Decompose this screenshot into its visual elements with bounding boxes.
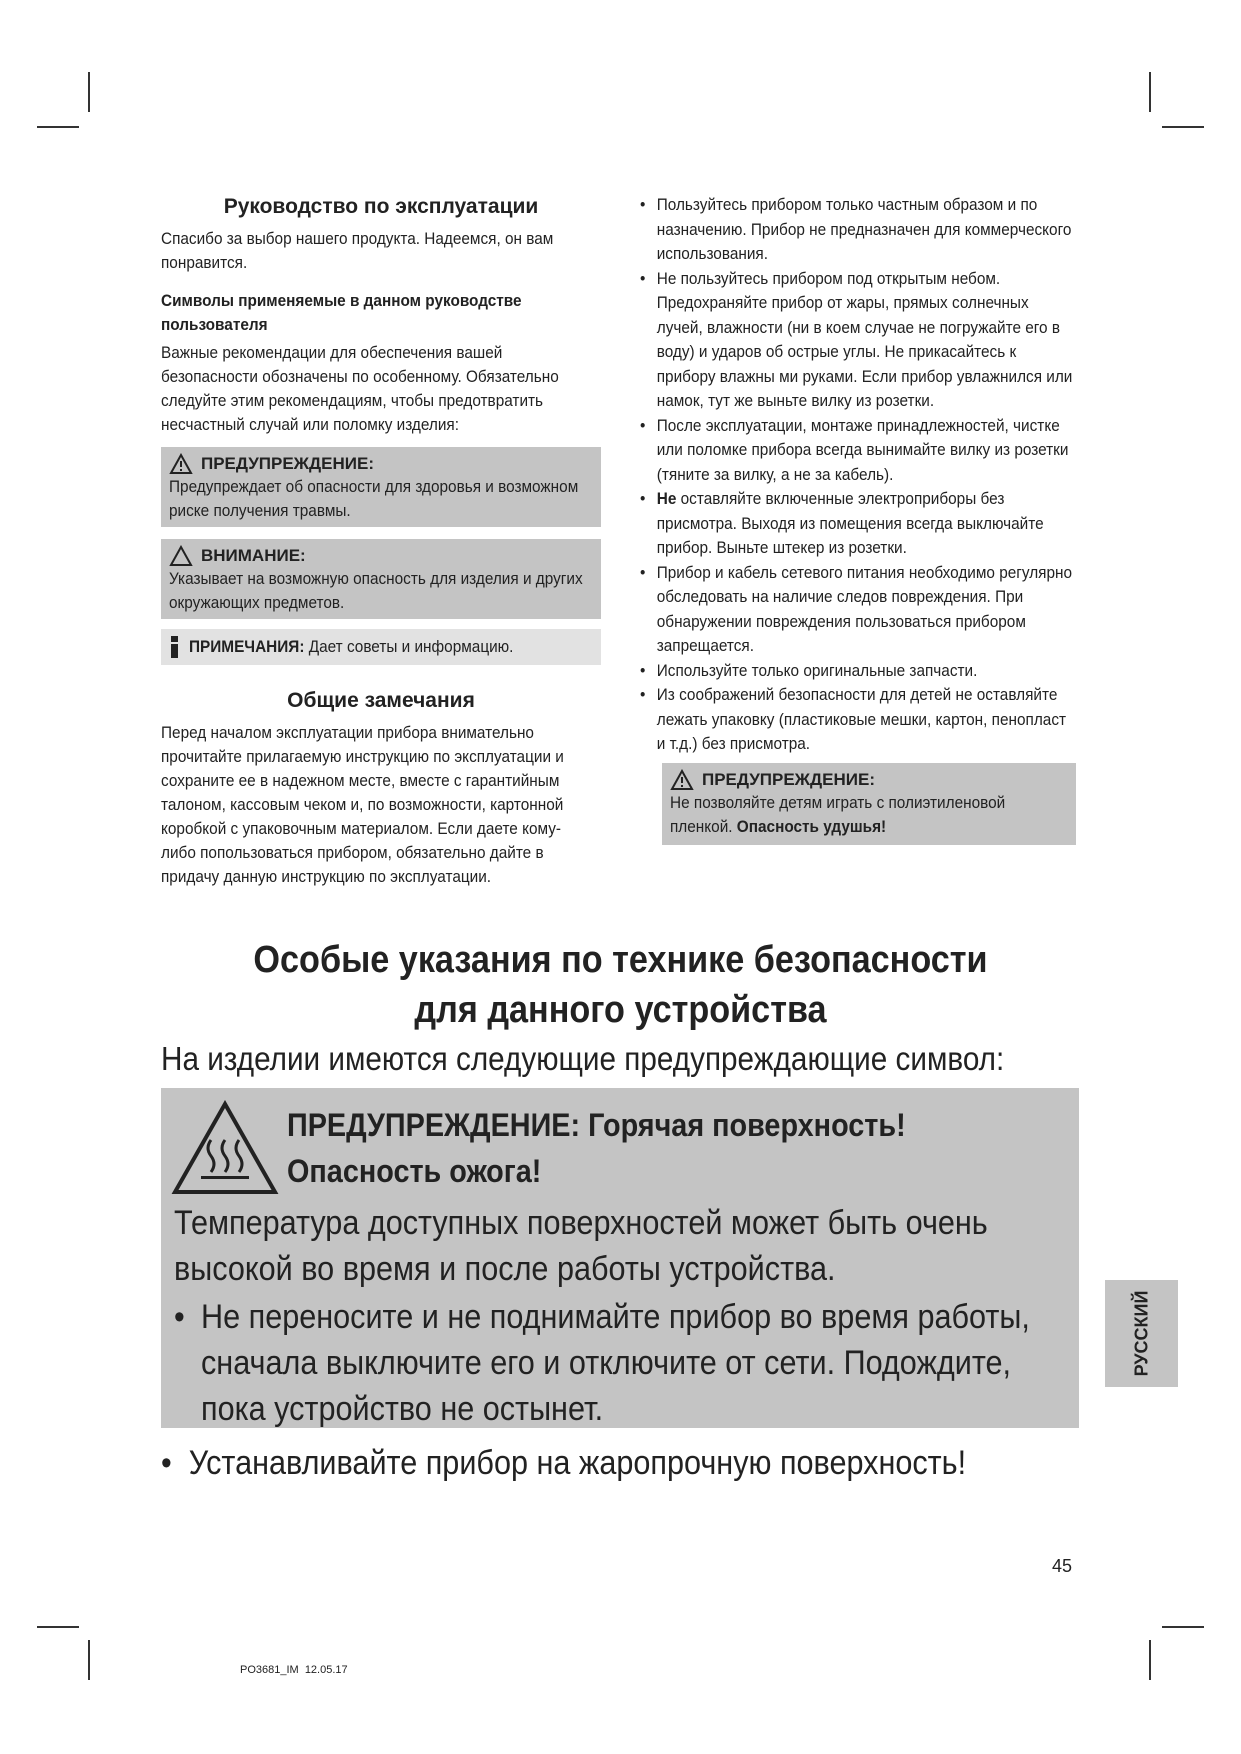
hot-surface-box xyxy=(161,1088,1079,1428)
caution-title: ВНИМАНИЕ: xyxy=(201,546,306,565)
language-tab: РУССКИЙ xyxy=(1105,1280,1178,1387)
footer-code: PO3681_IM 12.05.17 xyxy=(240,1664,348,1676)
hot-surface-icon xyxy=(171,1100,279,1196)
crop-mark xyxy=(37,1626,79,1628)
crop-mark xyxy=(1162,1626,1204,1628)
note-text: Дает советы и информацию. xyxy=(308,637,514,656)
safety-heading: Особые указания по технике безопасности для данного устройства xyxy=(253,939,988,1031)
left-column xyxy=(161,195,601,889)
warning-triangle-icon xyxy=(670,769,694,791)
warning-text: Предупреждает об опасности для здоровья и возможном риске получения травмы. xyxy=(169,478,579,520)
manual-title: Руководство по эксплуатации xyxy=(223,195,539,218)
warning-box xyxy=(161,447,601,527)
caution-box xyxy=(161,539,601,619)
symbols-text: Важные рекомендации для обеспечения вашей безопасности обозначены по особенному. Обязательно следуйте этим рекомендациям, чтобы предотвратить несчастный случай или поломку изделия: xyxy=(161,344,559,434)
right-column xyxy=(640,193,1080,845)
hot-surface-text: Температура доступных поверхностей может быть очень высокой во время и после работы устройства. xyxy=(174,1204,988,1288)
hot-surface-bullet: • Не переносите и не поднимайте прибор во время работы, сначала выключите его и отключите от сети. Подождите, пока устройство не остынет. xyxy=(174,1298,1030,1428)
warning-text: Не позволяйте детям играть с полиэтиленовой пленкой. Опасность удушья! xyxy=(670,793,1006,836)
caution-triangle-icon xyxy=(169,545,193,567)
list-item: • Прибор и кабель сетевого питания необходимо регулярно обследовать на наличие следов повреждения. При обнаружении повреждения пользоваться прибором запрещается. xyxy=(640,563,1073,655)
page-number: 45 xyxy=(1052,1556,1073,1576)
note-title: ПРИМЕЧАНИЯ: xyxy=(189,637,305,656)
info-icon xyxy=(169,636,181,658)
list-item: • Не оставляйте включенные электроприборы без присмотра. Выходя из помещения всегда выключайте прибор. Выньте штекер из розетки. xyxy=(640,490,1044,557)
note-box xyxy=(161,629,601,665)
crop-mark xyxy=(88,72,90,112)
warning-triangle-icon xyxy=(169,453,193,475)
list-item: • После эксплуатации, монтаже принадлежностей, чистке или поломке прибора всегда вынимайте вилку из розетки (тяните за вилку, а не за кабель). xyxy=(640,416,1069,484)
final-bullet: • Устанавливайте прибор на жаропрочную поверхность! xyxy=(161,1444,967,1482)
crop-mark xyxy=(1162,126,1204,128)
warning-title: ПРЕДУПРЕЖДЕНИЕ: xyxy=(201,454,374,473)
list-item: • Не пользуйтесь прибором под открытым небом. Предохраняйте прибор от жары, прямых солнечных лучей, влажности (ни в коем случае не погружайте его в воду) и ударов об острые углы. Не прикасайтесь к прибору влажны ми руками. Если прибор увлажнился или намок, тут же выньте вилку из розетки. xyxy=(640,269,1073,410)
crop-mark xyxy=(88,1640,90,1680)
list-item: • Из соображений безопасности для детей не оставляйте лежать упаковку (пластиковые мешки, картон, пенопласт и т.д.) без присмотра. xyxy=(640,686,1067,753)
intro-text: Спасибо за выбор нашего продукта. Надеемся, он вам понравится. xyxy=(161,230,554,272)
children-warning-box xyxy=(662,763,1076,845)
safety-bullet-list xyxy=(640,193,1080,757)
symbols-heading: Символы применяемые в данном руководстве пользователя xyxy=(161,292,522,334)
general-heading: Общие замечания xyxy=(287,689,475,712)
list-item: • Используйте только оригинальные запчасти. xyxy=(640,661,978,680)
crop-mark xyxy=(1149,72,1151,112)
caution-text: Указывает на возможную опасность для изделия и других окружающих предметов. xyxy=(169,570,583,612)
crop-mark xyxy=(1149,1640,1151,1680)
crop-mark xyxy=(37,126,79,128)
hot-surface-title: ПРЕДУПРЕЖДЕНИЕ: Горячая поверхность! Опасность ожога! xyxy=(287,1107,906,1189)
symbols-line: На изделии имеются следующие предупреждающие символ: xyxy=(161,1040,1005,1077)
warning-title: ПРЕДУПРЕЖДЕНИЕ: xyxy=(702,769,875,789)
list-item: • Пользуйтесь прибором только частным образом и по назначению. Прибор не предназначен для коммерческого использования. xyxy=(640,196,1072,263)
general-text: Перед началом эксплуатации прибора внимательно прочитайте прилагаемую инструкцию по эксплуатации и сохраните ее в надежном месте, вместе с гарантийным талоном, кассовым чеком и, по возможности, картонной коробкой с упаковочным материалом. Если даете кому-либо попользоваться прибором, обязательно дайте в придачу данную инструкцию по эксплуатации. xyxy=(161,724,564,886)
